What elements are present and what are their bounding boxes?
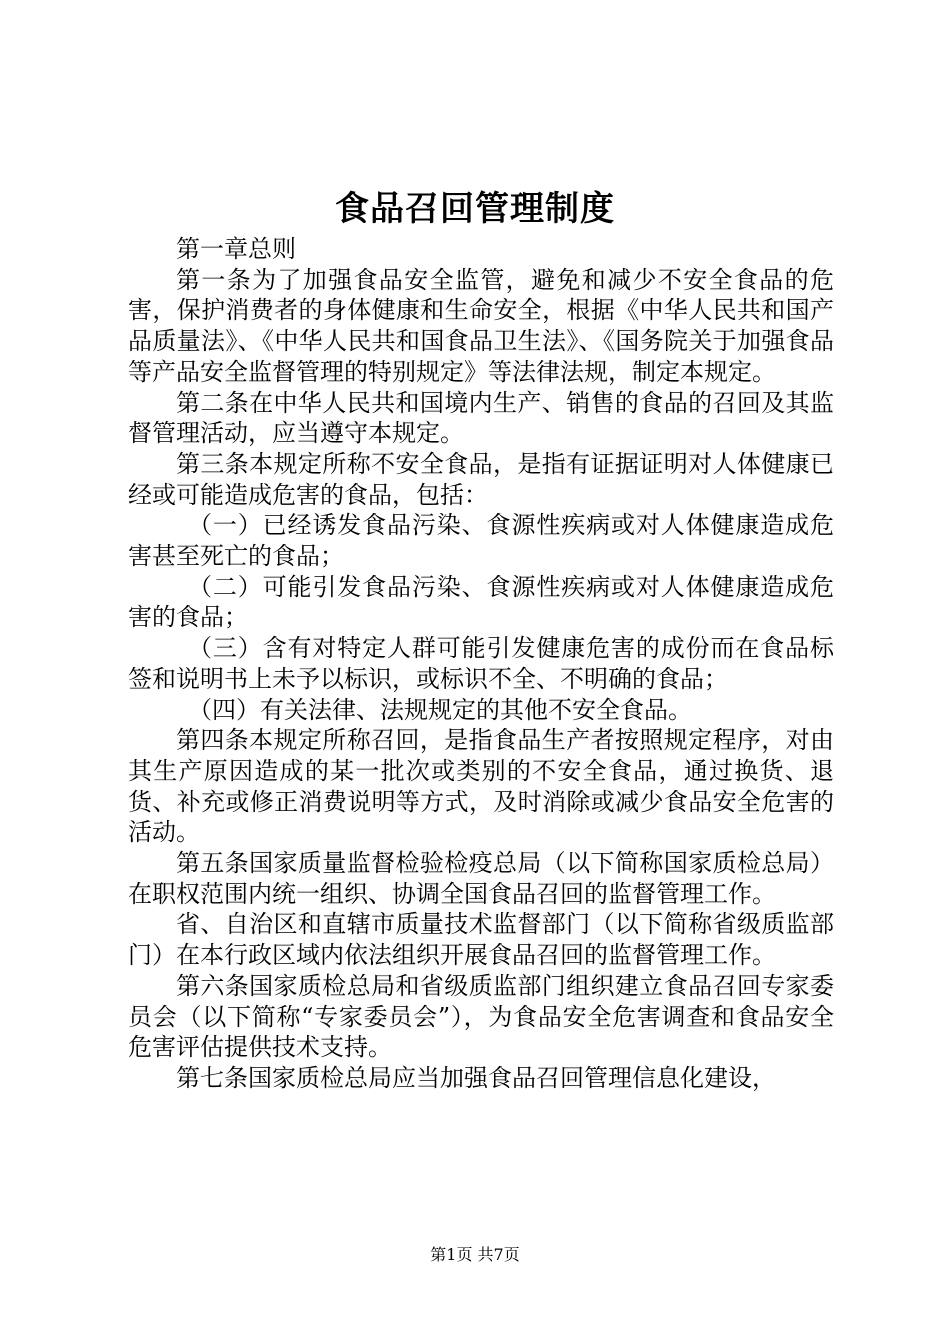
article-6: 第六条国家质检总局和省级质监部门组织建立食品召回专家委员会（以下简称“专家委员会”），为食品安全危害调查和食品安全危害评估提供技术支持。 (128, 971, 834, 1062)
article-1: 第一条为了加强食品安全监管，避免和减少不安全食品的危害，保护消费者的身体健康和生命安全，根据《中华人民共和国产品质量法》、《中华人民共和国食品卫生法》、《国务院关于加强食品等产品安全监督管理的特别规定》等法律法规，制定本规定。 (128, 265, 834, 386)
document-body (128, 234, 834, 1094)
article-3: 第三条本规定所称不安全食品，是指有证据证明对人体健康已经或可能造成危害的食品，包括： (128, 449, 834, 509)
article-4: 第四条本规定所称召回，是指食品生产者按照规定程序，对由其生产原因造成的某一批次或类别的不安全食品，通过换货、退货、补充或修正消费说明等方式，及时消除或减少食品安全危害的活动。 (128, 726, 834, 847)
article-7: 第七条国家质检总局应当加强食品召回管理信息化建设， (176, 1063, 776, 1092)
article-2: 第二条在中华人民共和国境内生产、销售的食品的召回及其监督管理活动，应当遵守本规定。 (128, 388, 834, 448)
article-3-item-1: （一）已经诱发食品污染、食源性疾病或对人体健康造成危害甚至死亡的食品； (128, 511, 834, 571)
article-3-item-2: （二）可能引发食品污染、食源性疾病或对人体健康造成危害的食品； (128, 572, 834, 632)
article-5: 第五条国家质量监督检验检疫总局（以下简称国家质检总局）在职权范围内统一组织、协调全国食品召回的监督管理工作。 (128, 849, 834, 908)
article-5-clause-2: 省、自治区和直辖市质量技术监督部门（以下简称省级质监部门）在本行政区域内依法组织开展食品召回的监督管理工作。 (128, 910, 834, 970)
chapter-heading: 第一章总则 (176, 235, 296, 263)
document-title: 食品召回管理制度 (335, 189, 615, 229)
page-number-footer: 第1页 共7页 (430, 1245, 520, 1264)
article-3-item-4: （四）有关法律、法规规定的其他不安全食品。 (188, 695, 692, 724)
article-3-item-3: （三）含有对特定人群可能引发健康危害的成份而在食品标签和说明书上未予以标识，或标识不全、不明确的食品； (128, 634, 834, 693)
